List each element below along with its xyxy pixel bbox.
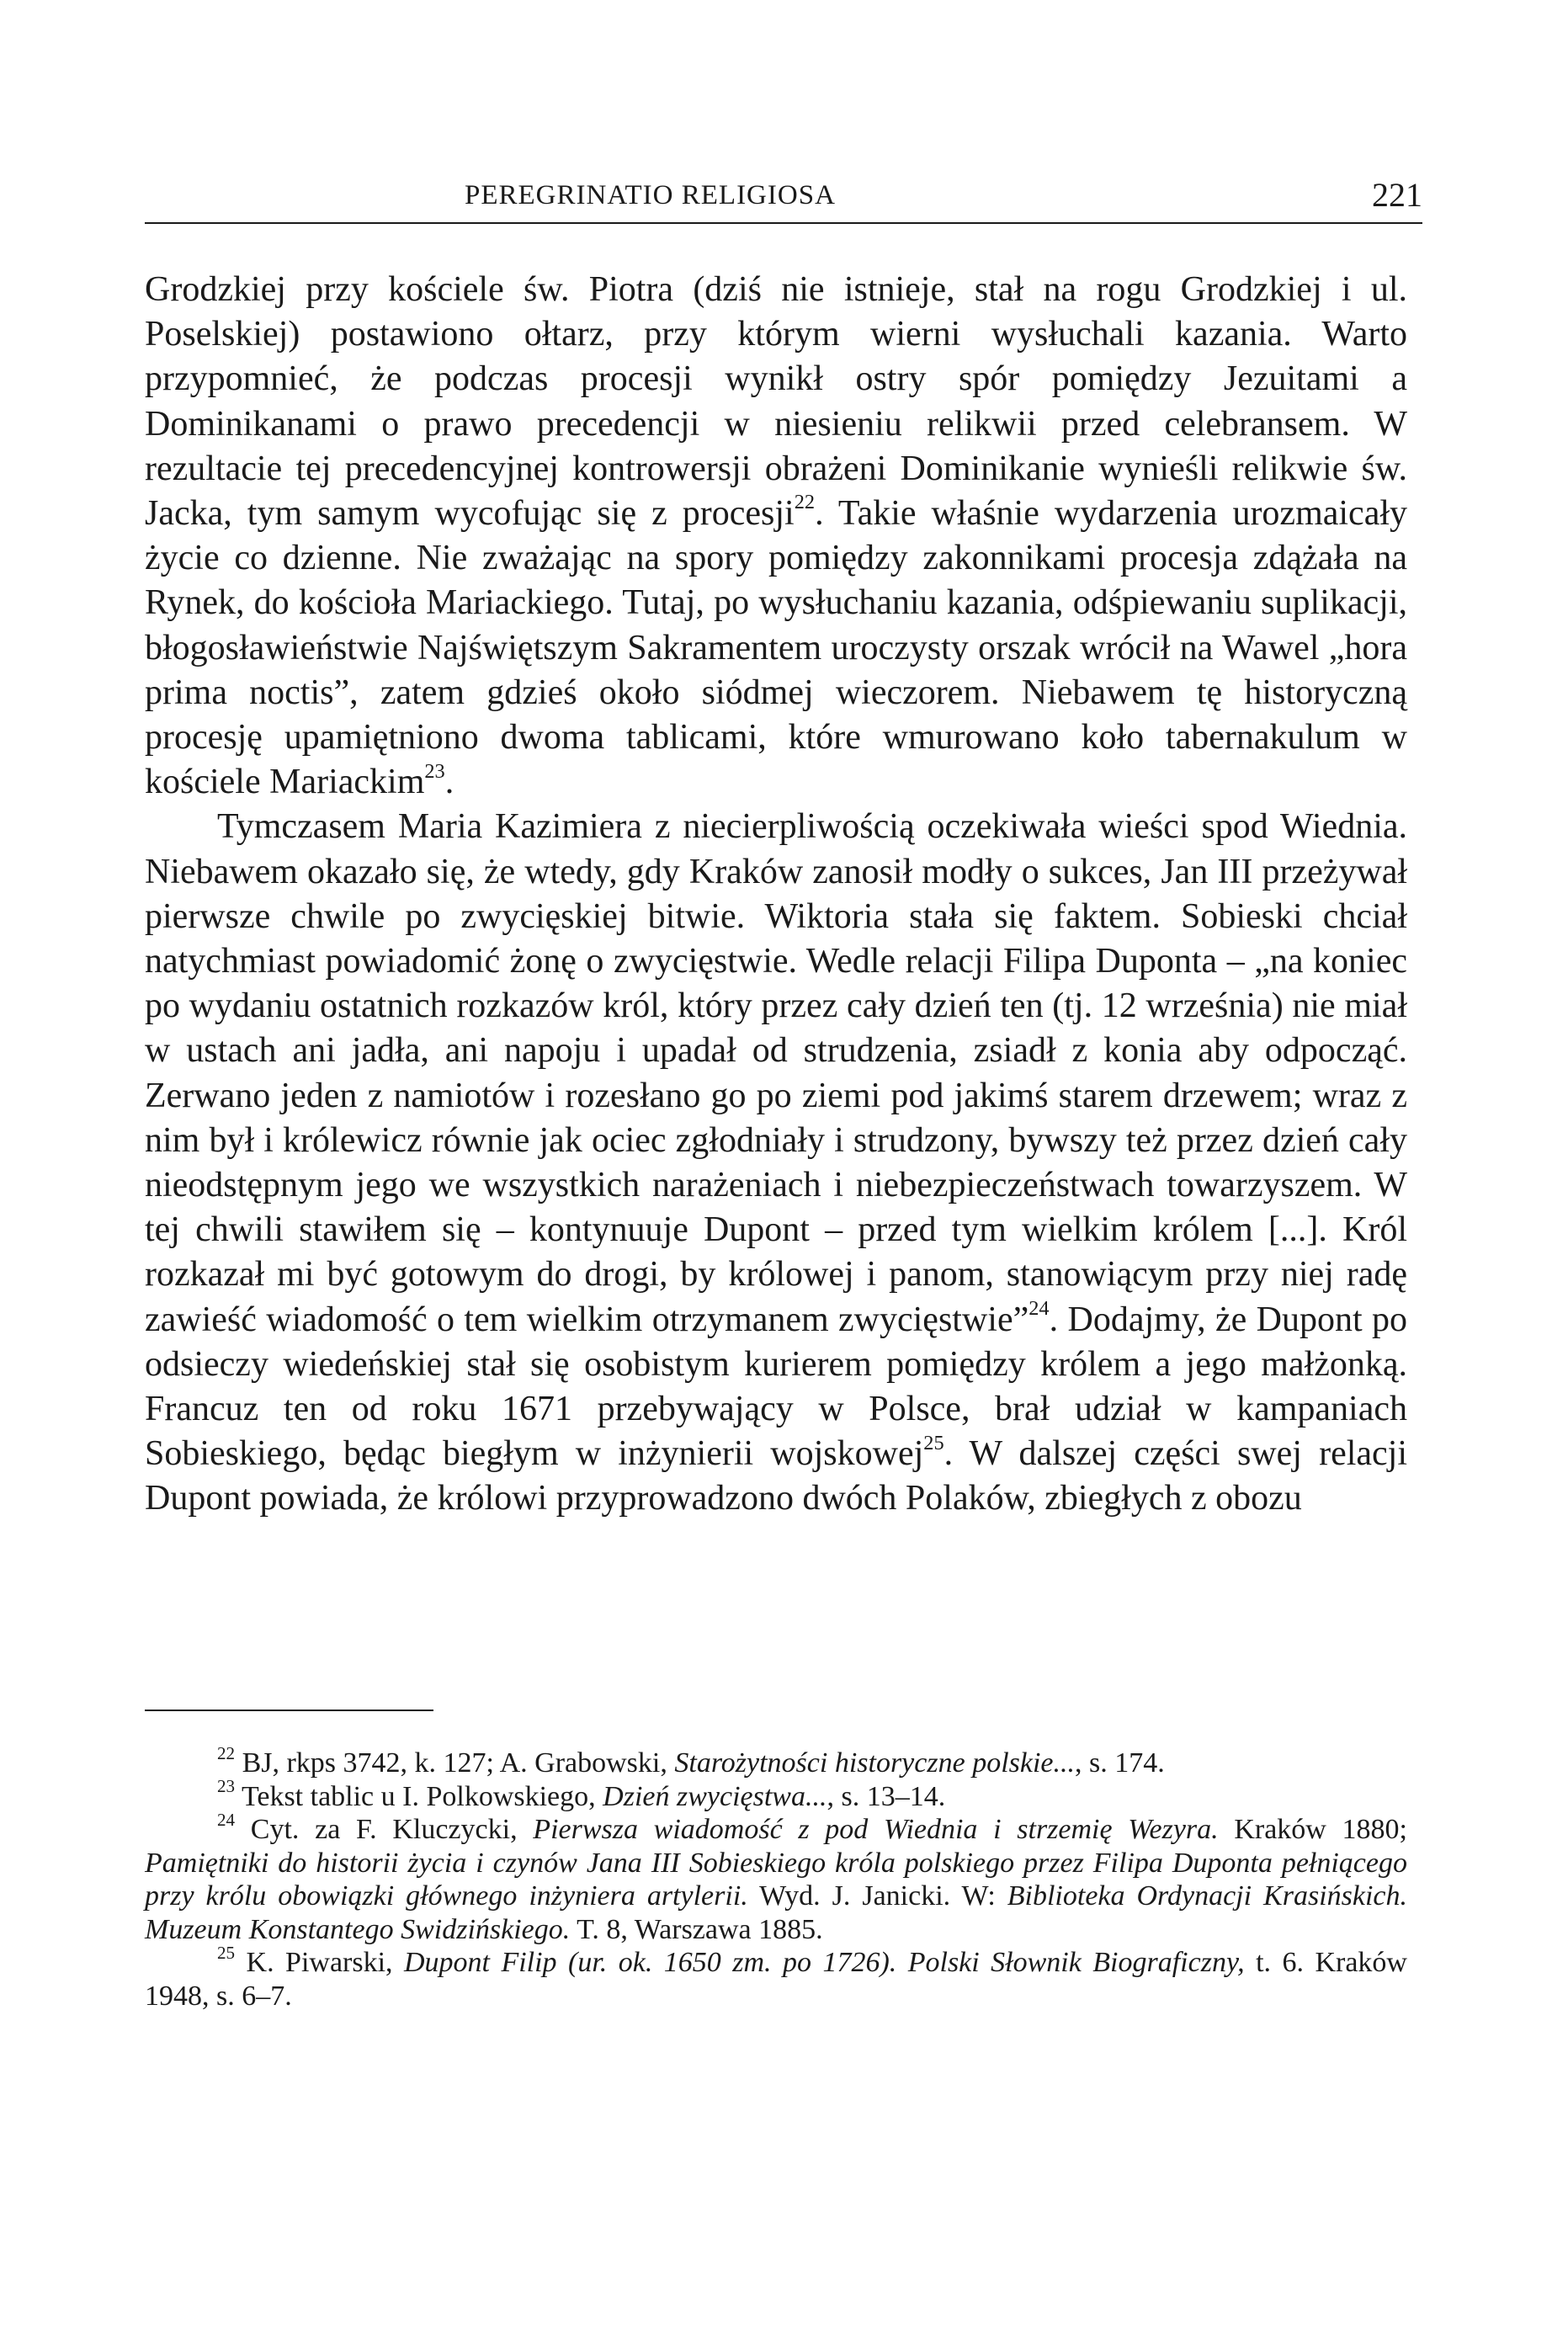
- footnote-23: [145, 1776, 1407, 1814]
- footnote-24: [145, 1809, 1408, 1946]
- footnote-text: Tekst tablic u I. Polkowskiego,: [235, 1780, 603, 1812]
- footnote-22: [145, 1742, 1407, 1780]
- footnote-text: , s. 174.: [1075, 1747, 1165, 1779]
- footnote-ref-25[interactable]: 25: [923, 1431, 944, 1454]
- footnote-text: Cyt. za F. Kluczycki,: [235, 1814, 534, 1845]
- text-run: .: [444, 763, 454, 802]
- footnote-title: Biblioteka Ordynacji Krasińskich. Muzeum Konstantego Swidzińskiego.: [145, 1880, 1407, 1945]
- footnote-25: [145, 1942, 1407, 2013]
- footnote-title: Dzień zwycięstwa...: [603, 1780, 827, 1812]
- footnote-ref-23[interactable]: 23: [424, 759, 445, 783]
- footnote-text: K. Piwarski,: [235, 1947, 404, 1978]
- paragraph-2: [145, 805, 1407, 1521]
- page-number: 221: [1372, 176, 1422, 214]
- text-run: . Dodajmy, że Dupont po odsieczy wiedeńskiej stał się osobistym kurierem pomiędzy królem a jego małżonką. Francuz ten od roku 1671 przebywający w Polsce, brał udział w kampaniach Sobieskiego, będąc biegłym w inżynierii wojskowej: [145, 1300, 1407, 1474]
- footnote-text: Kraków 1880;: [1218, 1814, 1408, 1845]
- footnote-text: , s. 13–14.: [827, 1780, 946, 1812]
- text-run: Grodzkiej przy kościele św. Piotra (dziś nie istnieje, stał na rogu Grodzkiej i ul. Poselskiej) postawiono ołtarz, przy którym wierni wysłuchali kazania. Warto przypomnieć, że podczas procesji wynikł ostry spór pomiędzy Jezuitami a Dominikanami o prawo precedencji w niesieniu relikwii przed celebransem. W rezultacie tej precedencyjnej kontrowersji obrażeni Dominikanie wynieśli relikwie św. Jacka, tym samym wycofując się z procesji: [145, 270, 1407, 534]
- footnote-ref-24[interactable]: 24: [1029, 1297, 1050, 1321]
- paragraph-1: [145, 268, 1407, 805]
- text-run: . W dalszej części swej relacji Dupont powiada, że królowi przyprowadzono dwóch Polaków, zbiegłych z obozu: [145, 1434, 1407, 1518]
- footnote-number: 25: [217, 1942, 236, 1963]
- running-title: PEREGRINATIO RELIGIOSA: [465, 180, 836, 210]
- footnote-number: 22: [217, 1742, 236, 1763]
- footnote-title: Pierwsza wiadomość z pod Wiednia i strzemię Wezyra.: [533, 1814, 1219, 1845]
- footnote-rule: [145, 1710, 433, 1711]
- header-rule: [145, 222, 1422, 224]
- footnote-number: 24: [217, 1809, 236, 1830]
- text-run: Tymczasem Maria Kazimiera z niecierpliwością oczekiwała wieści spod Wiednia. Niebawem okazało się, że wtedy, gdy Kraków zanosił modły o sukces, Jan III przeżywał pierwsze chwile po zwycięskiej bitwie. Wiktoria stała się faktem. Sobieski chciał natychmiast powiadomić żonę o zwycięstwie. Wedle relacji Filipa Duponta – „na koniec po wydaniu ostatnich rozkazów król, który przez cały dzień ten (tj. 12 września) nie miał w ustach ani jadła, ani napoju i upadał od strudzenia, zsiadł z konia aby odpocząć. Zerwano jeden z namiotów i rozesłano go po ziemi pod jakimś starem drzewem; wraz z nim był i królewicz równie jak ociec zgłodniały i strudzony, bywszy też przez dzień cały nieodstępnym jego we wszystkich narażeniach i niebezpieczeństwach towarzyszem. W tej chwili stawiłem się – kontynuuje Dupont – przed tym wielkim królem [...]. Król rozkazał mi być gotowym do drogi, by królowej i panom, stanowiącym przy niej radę zawieść wiadomość o tem wielkim otrzymanem zwycięstwie”: [145, 807, 1407, 1339]
- body-text: [145, 268, 1407, 1522]
- text-run: . Takie właśnie wydarzenia urozmaicały życie co dzienne. Nie zważając na spory pomiędzy zakonnikami procesja zdążała na Rynek, do kościoła Mariackiego. Tutaj, po wysłuchaniu kazania, odśpiewaniu suplikacji, błogosławieństwie Najświętszym Sakramentem uroczysty orszak wrócił na Wawel „hora prima noctis”, zatem gdzieś około siódmej wieczorem. Niebawem tę historyczną procesję upamiętniono dwoma tablicami, które wmurowano koło tabernakulum w kościele Mariackim: [145, 494, 1408, 802]
- footnote-text: t. 6. Kraków 1948, s. 6–7.: [145, 1947, 1407, 2012]
- footnotes: [145, 1742, 1408, 2013]
- footnote-text: T. 8, Warszawa 1885.: [570, 1913, 823, 1945]
- footnote-title: Pamiętniki do historii życia i czynów Jana III Sobieskiego króla polskiego przez Filipa Duponta pełniącego przy królu obowiązki głównego inżyniera artylerii.: [145, 1847, 1407, 1912]
- footnote-title: Dupont Filip (ur. ok. 1650 zm. po 1726). Polski Słownik Biograficzny,: [404, 1947, 1245, 1978]
- running-head: [145, 176, 1422, 226]
- footnote-ref-22[interactable]: 22: [794, 491, 816, 514]
- footnote-number: 23: [217, 1776, 236, 1797]
- footnote-text: BJ, rkps 3742, k. 127; A. Grabowski,: [235, 1747, 675, 1779]
- footnote-text: Wyd. J. Janicki. W:: [747, 1880, 1007, 1912]
- footnote-title: Starożytności historyczne polskie...: [674, 1747, 1075, 1779]
